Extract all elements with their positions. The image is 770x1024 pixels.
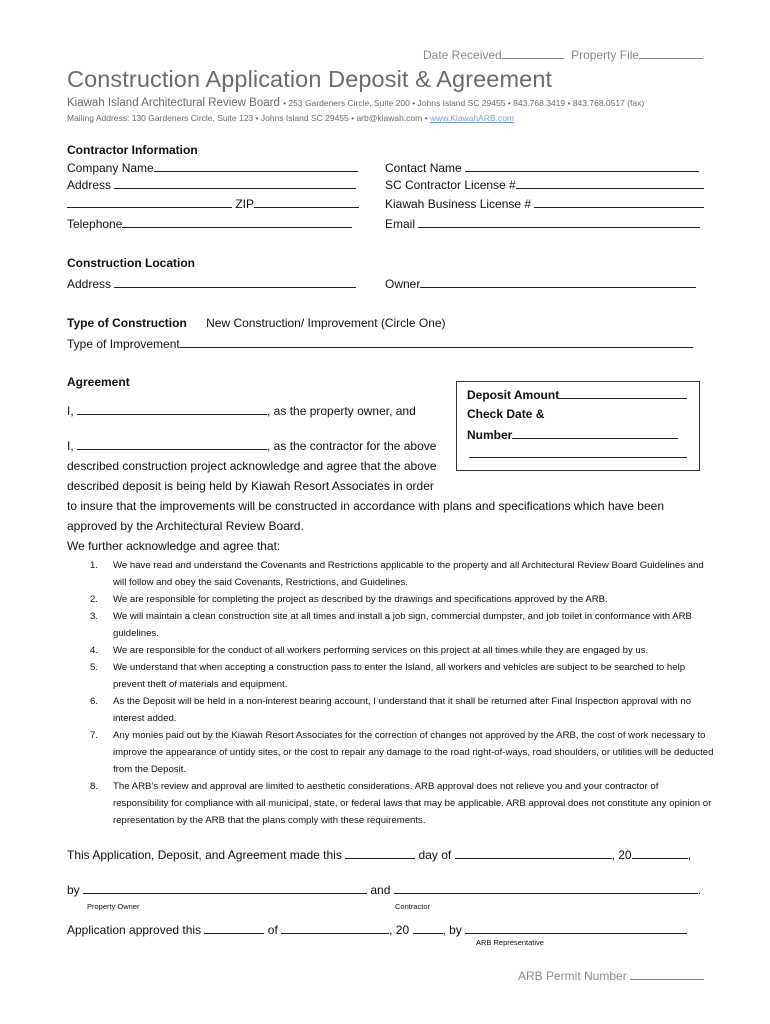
owner-label: Owner: [385, 277, 421, 291]
location-address-label: Address: [67, 277, 112, 291]
approved-this-label: Application approved this: [67, 923, 202, 937]
date-received[interactable]: [423, 47, 703, 62]
contractor-heading: Contractor Information: [67, 143, 198, 157]
term-text: We have read and understand the Covenants and Restrictions applicable to the property and all Architectural Review Board Guidelines and will follow and obey the said Covenants, Restrictions, and Guidelines.: [113, 560, 704, 588]
address-label: Address: [67, 178, 112, 192]
kiawah-license-field[interactable]: [385, 196, 704, 211]
permit-number-line[interactable]: [630, 968, 704, 980]
and-label: and: [370, 883, 391, 897]
agreement-line-4: approved by the Architectural Review Board.: [67, 519, 304, 533]
approved-day-line[interactable]: [204, 922, 264, 934]
contact-name-label: Contact Name: [385, 161, 462, 175]
location-address-field[interactable]: [67, 276, 356, 291]
check-date-label: Check Date &: [467, 407, 545, 421]
made-year-line[interactable]: [632, 847, 688, 859]
construction-type-label: Type of Construction: [67, 316, 187, 330]
org-name: Kiawah Island Architectural Review Board: [67, 97, 280, 109]
of-label: of: [267, 923, 278, 937]
zip-label: ZIP: [235, 197, 255, 211]
website-link[interactable]: www.KiawahARB.com: [429, 113, 515, 123]
owner-field[interactable]: [385, 276, 696, 291]
contractor-name-line[interactable]: [77, 438, 267, 450]
term-number: 7.: [90, 730, 99, 741]
sc-license-line[interactable]: [516, 177, 704, 189]
construction-type-row: [67, 316, 446, 330]
term-text: The ARB’s review and approval are limited to aesthetic considerations. ARB approval does not relieve you and your contractor of responsibility for compliance with all municipal, state, or federal laws that may be applicable. ARB approval does not constitute any opinion or representation by the ARB that the plans comply with these requirements.: [113, 781, 712, 826]
email-line[interactable]: [418, 216, 700, 228]
email-label: Email: [385, 217, 416, 231]
term-number: 3.: [90, 611, 99, 622]
property-owner-caption: Property Owner: [87, 902, 140, 911]
term-text: We will maintain a clean construction site at all times and install a job sign, commercial dumpster, and job toilet in conformance with ARB guidelines.: [113, 611, 692, 639]
permit-number-field[interactable]: [518, 968, 704, 983]
year-prefix-2: , 20: [389, 923, 410, 937]
company-name-field[interactable]: [67, 160, 358, 175]
approved-year-line[interactable]: [413, 922, 443, 934]
made-day-line[interactable]: [345, 847, 415, 859]
made-this-row[interactable]: [67, 847, 691, 862]
by-row[interactable]: [67, 882, 701, 897]
check-number-field[interactable]: [467, 427, 678, 442]
org-line: Kiawah Island Architectural Review Board • 253 Gardeners Circle, Suite 200 • Johns Island SC 29455 • 843.768.3419 • 843.768.0517 (fax): [67, 97, 645, 109]
property-file-label: Property File: [571, 48, 640, 62]
location-address-line[interactable]: [114, 276, 356, 288]
deposit-box: [456, 381, 700, 471]
agreement-line-3: to insure that the improvements will be constructed in accordance with plans and specifications which have been: [67, 499, 664, 513]
deposit-amount-field[interactable]: [467, 387, 687, 402]
term-number: 2.: [90, 594, 99, 605]
contractor-signature-line[interactable]: [394, 882, 698, 894]
property-owner-signature-line[interactable]: [83, 882, 367, 894]
permit-number-label: ARB Permit Number: [518, 969, 627, 983]
improvement-line[interactable]: [180, 336, 693, 348]
year-prefix: , 20: [611, 848, 632, 862]
agreement-line-1: described construction project acknowledge and agree that the above: [67, 459, 437, 473]
period: .: [697, 883, 702, 897]
term-text: Any monies paid out by the Kiawah Resort Associates for the correction of changes not approved by the ARB, the cost of work necessary to improve the appearance of untidy sites, or the cost to repair any damage to the road right-of-ways, road shoulders, or utilities will be deducted from the Deposit.: [113, 730, 714, 775]
list-item: [75, 778, 715, 829]
terms-list: [75, 557, 715, 829]
list-item: [75, 557, 715, 591]
deposit-amount-line[interactable]: [559, 387, 687, 399]
check-number-label: Number: [467, 428, 513, 442]
owner-name-line[interactable]: [77, 403, 267, 415]
mailing-address: Mailing Address: 130 Gardeners Circle, Suite 123 • Johns Island SC 29455 • arb@kiawah.com •: [67, 113, 428, 123]
property-file-line[interactable]: [639, 47, 703, 59]
deposit-amount-label: Deposit Amount: [467, 388, 560, 402]
company-name-line[interactable]: [154, 160, 358, 172]
date-received-line[interactable]: [502, 47, 564, 59]
approved-month-line[interactable]: [281, 922, 389, 934]
email-field[interactable]: [385, 216, 700, 231]
made-this-label: This Application, Deposit, and Agreement made this: [67, 848, 342, 862]
term-text: We are responsible for the conduct of all workers performing services on this project at all times while they are engaged by us.: [113, 645, 649, 656]
owner-clause-text: , as the property owner, and: [267, 404, 416, 418]
term-number: 5.: [90, 662, 99, 673]
term-number: 8.: [90, 781, 99, 792]
zip-field[interactable]: [67, 196, 359, 211]
sc-license-field[interactable]: [385, 177, 704, 192]
date-received-label: Date Received: [423, 48, 502, 62]
address-line[interactable]: [114, 177, 356, 189]
check-extra-line[interactable]: [469, 446, 687, 458]
page-title: Construction Application Deposit & Agreement: [67, 66, 553, 92]
contact-name-line[interactable]: [465, 160, 699, 172]
zip-line[interactable]: [254, 196, 359, 208]
term-text: We are responsible for completing the project as described by the drawings and specifications approved by the ARB.: [113, 594, 608, 605]
contact-name-field[interactable]: [385, 160, 699, 175]
improvement-field[interactable]: [67, 336, 693, 351]
list-item: [75, 642, 715, 659]
i-label-2: I,: [67, 439, 74, 453]
by-label: by: [67, 883, 80, 897]
list-item: [75, 659, 715, 693]
location-heading: Construction Location: [67, 256, 195, 270]
list-item: [75, 727, 715, 778]
city-line[interactable]: [67, 196, 232, 208]
approved-row[interactable]: [67, 922, 687, 937]
telephone-label: Telephone: [67, 217, 123, 231]
contractor-clause[interactable]: [67, 438, 436, 453]
owner-clause[interactable]: [67, 403, 416, 418]
agreement-line-5: We further acknowledge and agree that:: [67, 539, 281, 553]
company-name-label: Company Name: [67, 161, 154, 175]
agreement-heading: Agreement: [67, 375, 130, 389]
telephone-field[interactable]: [67, 216, 352, 231]
address-field[interactable]: [67, 177, 356, 192]
day-of-label: day of: [418, 848, 452, 862]
term-number: 6.: [90, 696, 99, 707]
check-number-line[interactable]: [512, 427, 678, 439]
org-address: 253 Gardeners Circle, Suite 200 • Johns Island SC 29455 • 843.768.3419 • 843.768.0517 (fax): [288, 98, 645, 108]
term-text: We understand that when accepting a construction pass to enter the Island, all workers and vehicles are subject to be searched to help prevent theft of materials and equipment.: [113, 662, 686, 690]
by-2-label: , by: [442, 923, 462, 937]
contractor-clause-text: , as the contractor for the above: [267, 439, 437, 453]
improvement-label: Type of Improvement: [67, 337, 180, 351]
term-number: 4.: [90, 645, 99, 656]
i-label: I,: [67, 404, 74, 418]
arb-rep-signature-line[interactable]: [465, 922, 687, 934]
telephone-line[interactable]: [122, 216, 352, 228]
term-text: As the Deposit will be held in a non-interest bearing account, I understand that it shall be returned after Final Inspection approval with no interest added.: [113, 696, 692, 724]
contractor-caption: Contractor: [395, 902, 431, 911]
arb-rep-caption: ARB Representative: [476, 938, 544, 947]
list-item: [75, 591, 715, 608]
owner-line[interactable]: [420, 276, 696, 288]
sc-license-label: SC Contractor License #: [385, 178, 516, 192]
construction-type-options[interactable]: New Construction/ Improvement (Circle One): [206, 316, 446, 330]
agreement-line-2: described deposit is being held by Kiawah Resort Associates in order: [67, 479, 434, 493]
list-item: [75, 608, 715, 642]
kiawah-license-line[interactable]: [534, 196, 704, 208]
year-comma: ,: [687, 848, 691, 862]
list-item: [75, 693, 715, 727]
made-month-line[interactable]: [455, 847, 612, 859]
term-number: 1.: [90, 560, 99, 571]
kiawah-license-label: Kiawah Business License #: [385, 197, 532, 211]
mailing-line: [67, 113, 514, 123]
